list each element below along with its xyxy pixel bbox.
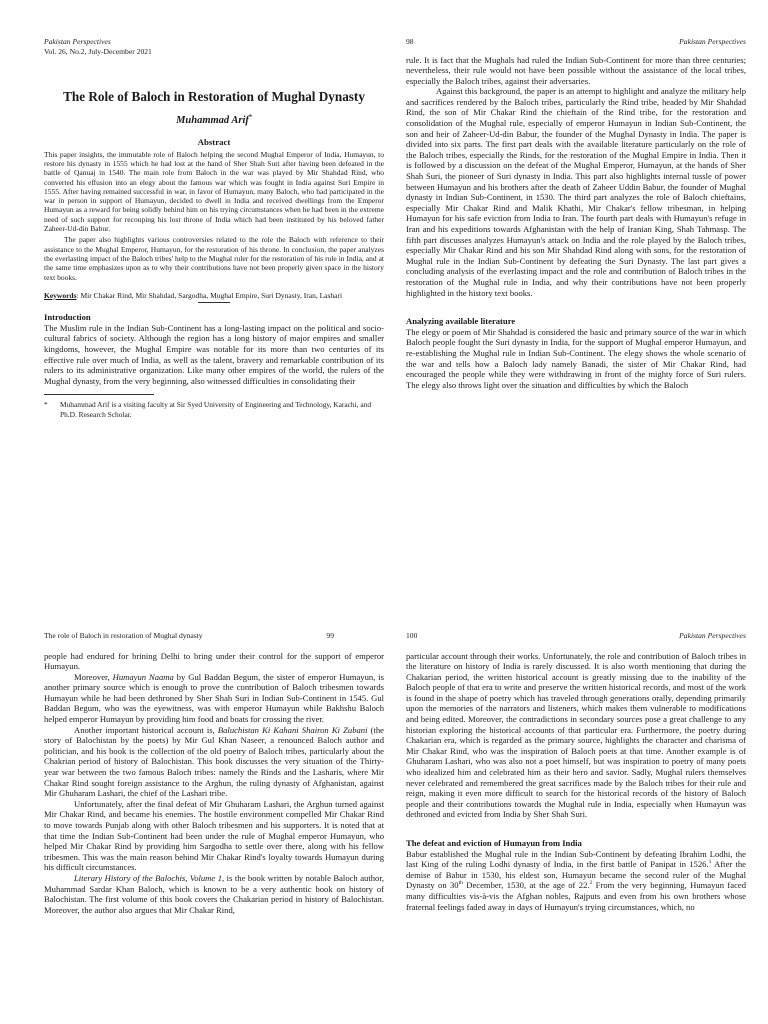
page-100 <box>406 631 746 912</box>
abstract-heading: Abstract <box>197 137 231 148</box>
footnote-rule <box>44 394 154 395</box>
running-head: Pakistan Perspectives <box>679 37 746 46</box>
page-number: 100 <box>406 631 418 640</box>
abstract-paragraph: The paper also highlights various controversies related to the role the Baloch with reference to their assistance to the Mughal Emperor, Humayun, for the restoration of his throne. In conclusion, the paper analyzes the everlasting impact of the Baloch tribes' help to the Mughal ruler for the restoration of his rule in India, and at the same time emphasizes upon as to why their contributions have not been properly given space in the history text books. <box>44 235 384 282</box>
body-paragraph: The Muslim rule in the Indian Sub-Continent has a long-lasting impact on the political and socio-cultural fabrics of society. Although the region has a long history of major empires and smaller kingdoms, however, the Mughal Empire was notable for its more than two centuries of its effective rule over much of India, as well as the talent, bravery and remarkable contribution of its rulers to its administrative organization. Like many other empires of the world, the rulers of the Mughal dynasty, from the very beginning, also witnessed difficulties in consolidating their <box>44 322 384 386</box>
body-paragraph <box>406 849 746 913</box>
text-run: Moreover, <box>74 671 113 682</box>
page-header <box>44 631 384 641</box>
body-paragraph <box>44 725 384 799</box>
page-header <box>406 37 746 47</box>
footnote-ref[interactable]: 1 <box>708 859 712 866</box>
body-paragraph: Unfortunately, after the final defeat of Mir Ghuharam Lashari, the Arghun turned against Mir Chakar Rind, and became his enemies. The hostile environment compelled Mir Chakar Rind to move towards Punjab along with other Baloch tribesmen and his supporters. It is noted that at that time the Indian Sub-Continent had been under the rule of Mughal emperor Humayun, who helped Mir Chakar Rind by providing him Sargodha to settle over there, along with his fellow tribesmen. This was the main reason behind Mir Chakar Rind's loyalty towards Humayun during his difficult circumstances. <box>44 798 384 873</box>
text-run: From the very beginning, Humayun faced many difficulties vis-à-vis the Afghan nobles, Rajputs and even from his own brothers whose fraternal feelings faded away in days of Humayun's trying circumstances, which, no <box>406 880 746 912</box>
book-title: Literary History of the Balochis, Volume 1, <box>74 872 225 883</box>
body-paragraph: particular account through their works. Unfortunately, the role and contribution of Baloch tribes in the literature on history of India is rarely discussed. It is also worth mentioning that during the Chakarian period, the written historical account is greatly missing due to the inability of the Baloch people of that era to write and preserve the written historical records, and most of the work is found in the shape of poetry which has traveled through generations orally, depending primarily upon the memories of the narrators and listeners, which makes them vulnerable to modifications and being edited. Moreover, the contradictions in secondary sources pose a great challenge to any historian exploring the historical accounts of that particular era. Furthermore, the poetry during Chakarian era, which is regarded as the primary source, highlights the character and charisma of Mir Chakar Rind, who was the inspiration of Baloch poets at that time. Another example is of Ghuharam Lashari, who was also not a poet himself, but was inspiration to poetry of many poets who idealized him and celebrated him as their hero and savior. Sadly, Mughal rulers themselves never celebrated and remembered the great sacrifices made by the Baloch tribes for their rule and reign, making it even more difficult to search for the historical records of the history of Baloch people and their contributions towards the Mughal rule in India, especially when Humayun was dethroned and evicted from India by Sher Shah Suri. <box>406 650 746 820</box>
running-head: Pakistan Perspectives <box>679 631 746 640</box>
book-title: Baluchistan Ki Kahani Shairon Ki Zubani <box>217 724 368 735</box>
keywords-text: : Mir Chakar Rind, Mir Shahdad, Sargodha, Mughal Empire, Suri Dynasty, Iran, Lashari <box>76 290 343 300</box>
page-number: 98 <box>406 37 414 46</box>
page-number: 99 <box>326 631 334 640</box>
body-paragraph: Against this background, the paper is an attempt to highlight and analyze the military help and sacrifices rendered by the Baloch tribes, particularly the Rind tribe, headed by Mir Shahdad Rind, the son of Mir Chakar Rind the chieftain of the Rind tribe, for the restoration and consolidation of the Mughal rule, especially of emperor Humayun in Indian Sub-Continent, the son and heir of Zaheer-Ud-din Babur, the founder of the Mughal Dynasty in India. The paper is divided into six parts. The first part deals with the available literature particularly on the role of the Baloch tribes, especially the Rinds, for the restoration of the Mughal Empire in India. Then it is followed by a discussion on the defeat of the Mughal Emperor, Humayun, at the hands of Sher Shah Suri, the pioneer of Suri dynasty in India. This part also highlights internal tussle of power between Humayun and his brothers after the death of Zaheer Uddin Babur, the founder of Mughal dynasty in Indian Sub-Continent, in 1530. The third part analyzes the role of Baloch chieftains, especially Mir Chakar Rind and Malik Khathi, Mir Chakar's fellow tribesman, in helping Humayun for his safe eviction from India to Iran. The fourth part deals with Humayun's refuge in Iran and his expeditions towards Afghanistan with the help of Iranian King, Shah Tahmasp. The fifth part discusses analyzes Humayun's attack on India and the role played by the Baloch tribes, especially Mir Chakar Rind and his son Mir Shahdad Rind along with sons, for the restoration of Mughal rule in the Indian Sub-Continent by defeating the Suri Dynasty. The last part gives a concluding analysis of the everlasting impact and the role and contribution of Baloch tribes in the restoration of the Mughal rule in India, and why their contributions have not been properly highlighted in the history text books. <box>406 86 747 298</box>
author-footnote-mark: * <box>248 114 252 120</box>
footnote-mark: * <box>44 400 48 410</box>
footnote-text: Muhammad Arif is a visiting faculty at Sir Syed University of Engineering and Technology, Karachi, and Ph.D. Research Scholar. <box>60 400 372 419</box>
paper-author <box>44 116 384 127</box>
body-paragraph <box>44 672 384 725</box>
section-divider <box>198 302 230 303</box>
book-title: Humayun Naama <box>112 671 174 682</box>
text-run: by Gul Baddan Begum, the sister of emperor Humayun, is another primary source which is enough to prove the contribution of Baloch tribesmen towards Humayun while he had been dethroned by Sher Shah Suri in Indian Sub-Continent in 1545. Gul Baddan Begum, who was the eyewitness, was with emperor Humayun while Bakhshu Baloch helped emperor Humayun by providing him food and boats for crossing the river. <box>44 671 384 725</box>
paper-title: The Role of Baloch in Restoration of Mughal Dynasty <box>63 89 365 104</box>
page-99 <box>44 631 384 915</box>
text-run: Another important historical account is, <box>74 724 218 735</box>
abstract-paragraph: This paper insights, the immutable role of Baloch helping the second Mughal Emperor of India, Humayun, to restore his dynasty in 1555 which he had lost at the hand of Sher Shah Suri after having been defeated in the battle of Qanuaj in 1540. The main role from Baloch in the war was played by Mir Shahdad Rind, who converted his effusion into an elegy about the famous war which was fought in India against Suri Empire in 1555. After having remained successful in war, in favor of Humayun, many Baloch, who had participated in the war in person in support of Humayun, decided to dwell in India and received dwellings from the Emperor Humayun as a reward for being solidly behind him on his trying circumstances when he had been in the extreme need of such support for recouping his lost throne of India which had been instituted by his beloved father Zaheer-Ud-din Babur. <box>44 149 384 234</box>
keywords <box>44 291 384 300</box>
text-run: is the book written by notable Baloch author, Muhammad Sardar Khan Baloch, which is known to be a very authentic book on history of Balochistan. The first volume of this book covers the Chakarian period in history of Balochistan. Moreover, the author also argues that Mir Chakar Rind, <box>44 872 385 915</box>
page-98 <box>406 37 746 390</box>
keywords-label: Keywords <box>44 290 77 300</box>
text-run: Babur established the Mughal rule in the Indian Sub-Continent by defeating Ibrahim Lodhi, the last King of the ruling Lodhi dynasty of India, in the first battle of Panipat in 1526. <box>406 848 746 870</box>
text-run: (the story of Balochistan by the poets) by Mir Gul Khan Naseer, a renounced Baloch author and politician, and his book is the collection of the old poetry of Baloch tribes, particularly about the Chakrian period of history of Balochistan. This book discusses the very situation of the Thirty-year war between the two famous Baloch tribes: namely the Rinds and the Lasharis, where Mir Chakar Rind sought foreign assistance to the Arghun, the ruling dynasty of Afghanistan, against Mir Ghuharam Lashari, the chief of the Lashari tribe. <box>44 724 384 799</box>
body-paragraph: The elegy or poem of Mir Shahdad is considered the basic and primary source of the war in which Baloch people fought the Suri dynasty in India, for the support of Mughal emperor Humayun, and re-establishing the Mughal rule in Indian Sub-Continent. The elegy shows the whole scenario of the war and tells how a Baloch lady namely Banadi, the sister of Mir Chakar Rind, had encouraged the people while they were withdrawing in front of the mighty force of Suri rulers. The elegy also throws light over the situation and difficulties by which the Baloch <box>406 326 746 390</box>
section-heading: The defeat and eviction of Humayun from India <box>406 838 582 848</box>
running-head: The role of Baloch in restoration of Mughal dynasty <box>44 631 203 640</box>
section-heading: Analyzing available literature <box>406 316 516 327</box>
ordinal-suffix: th <box>458 880 463 887</box>
page-first <box>44 37 384 419</box>
body-paragraph: rule. It is fact that the Mughals had ruled the Indian Sub-Continent for more than three centuries; nevertheless, their rule would not have been possible without the assistance of the local tribes, especially the Baloch tribes, against their adversaries. <box>406 54 746 86</box>
text-run: After the demise of Babur in 1530, his eldest son, Humayun became the second ruler of the Mughal Dynasty on 30 <box>406 859 746 891</box>
journal-volume: Vol. 26, No.2, July-December 2021 <box>44 46 152 56</box>
text-run: December, 1530, at the age of 22. <box>462 880 590 891</box>
author-name: Muhammad Arif <box>176 114 249 126</box>
body-paragraph: people had endured for brining Delhi to bring under their control for the support of emperor Humayun. <box>44 650 384 672</box>
page-header <box>406 631 746 641</box>
journal-name: Pakistan Perspectives <box>44 37 111 46</box>
body-paragraph <box>44 873 384 915</box>
footnote-ref[interactable]: 2 <box>589 880 593 887</box>
footnote <box>44 400 384 418</box>
section-heading: Introduction <box>44 312 91 323</box>
